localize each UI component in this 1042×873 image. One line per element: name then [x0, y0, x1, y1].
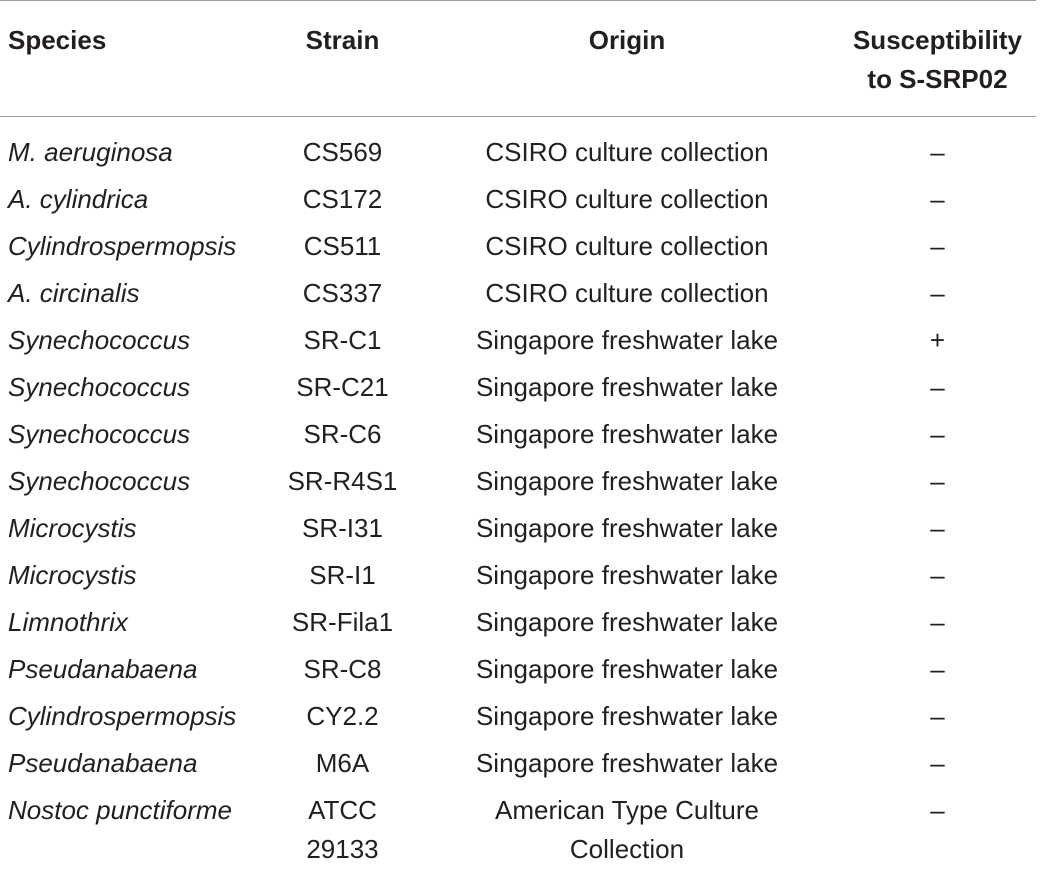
strain-cell: SR-C8: [270, 646, 415, 693]
origin-cell: CSIRO culture collection: [415, 176, 839, 223]
susceptibility-cell: –: [839, 411, 1036, 458]
species-cell: Synechococcus: [0, 364, 270, 411]
table-row: [0, 740, 1036, 787]
table-row: [0, 270, 1036, 317]
strain-cell: CY2.2: [270, 693, 415, 740]
strain-cell: CS172: [270, 176, 415, 223]
table-row: [0, 117, 1036, 177]
origin-cell: Singapore freshwater lake: [415, 458, 839, 505]
susceptibility-cell: –: [839, 740, 1036, 787]
origin-cell: CSIRO culture collection: [415, 117, 839, 177]
susceptibility-cell: –: [839, 552, 1036, 599]
table-row: [0, 787, 1036, 873]
strain-cell: SR-I31: [270, 505, 415, 552]
origin-cell: Singapore freshwater lake: [415, 411, 839, 458]
species-cell: M. aeruginosa: [0, 117, 270, 177]
species-cell: Limnothrix: [0, 599, 270, 646]
header-species: Species: [0, 1, 270, 117]
header-origin: Origin: [415, 1, 839, 117]
origin-cell: Singapore freshwater lake: [415, 599, 839, 646]
susceptibility-cell: –: [839, 787, 1036, 873]
table-row: [0, 411, 1036, 458]
header-susceptibility: Susceptibility to S-SRP02: [839, 1, 1036, 117]
table-header: [0, 1, 1036, 117]
origin-cell: Singapore freshwater lake: [415, 646, 839, 693]
table-row: [0, 599, 1036, 646]
strain-cell: SR-I1: [270, 552, 415, 599]
strain-cell: SR-Fila1: [270, 599, 415, 646]
species-cell: Nostoc punctiforme: [0, 787, 270, 873]
table-body: [0, 117, 1036, 873]
table-row: [0, 317, 1036, 364]
susceptibility-cell: –: [839, 505, 1036, 552]
species-cell: Pseudanabaena: [0, 646, 270, 693]
strain-cell: M6A: [270, 740, 415, 787]
origin-cell: American Type Culture Collection: [415, 787, 839, 873]
strain-cell: SR-C6: [270, 411, 415, 458]
origin-cell: Singapore freshwater lake: [415, 317, 839, 364]
species-cell: A. cylindrica: [0, 176, 270, 223]
origin-cell: CSIRO culture collection: [415, 270, 839, 317]
susceptibility-cell: –: [839, 364, 1036, 411]
strain-cell: CS337: [270, 270, 415, 317]
species-cell: Cylindrospermopsis: [0, 693, 270, 740]
table-row: [0, 646, 1036, 693]
table-row: [0, 176, 1036, 223]
species-cell: Microcystis: [0, 552, 270, 599]
origin-cell: Singapore freshwater lake: [415, 693, 839, 740]
origin-cell: Singapore freshwater lake: [415, 552, 839, 599]
species-cell: Synechococcus: [0, 411, 270, 458]
species-cell: Cylindrospermopsis: [0, 223, 270, 270]
susceptibility-cell: –: [839, 458, 1036, 505]
susceptibility-cell: +: [839, 317, 1036, 364]
species-cell: A. circinalis: [0, 270, 270, 317]
table-row: [0, 505, 1036, 552]
table-row: [0, 458, 1036, 505]
header-strain: Strain: [270, 1, 415, 117]
origin-cell: Singapore freshwater lake: [415, 364, 839, 411]
susceptibility-cell: –: [839, 223, 1036, 270]
strain-cell: SR-C21: [270, 364, 415, 411]
susceptibility-cell: –: [839, 646, 1036, 693]
origin-cell: CSIRO culture collection: [415, 223, 839, 270]
table-row: [0, 552, 1036, 599]
susceptibility-cell: –: [839, 117, 1036, 177]
species-cell: Pseudanabaena: [0, 740, 270, 787]
origin-cell: Singapore freshwater lake: [415, 740, 839, 787]
strain-cell: SR-R4S1: [270, 458, 415, 505]
origin-cell: Singapore freshwater lake: [415, 505, 839, 552]
strain-cell: CS511: [270, 223, 415, 270]
strain-cell: SR-C1: [270, 317, 415, 364]
strain-cell: CS569: [270, 117, 415, 177]
susceptibility-cell: –: [839, 693, 1036, 740]
table-row: [0, 364, 1036, 411]
table-row: [0, 223, 1036, 270]
species-cell: Synechococcus: [0, 458, 270, 505]
species-cell: Synechococcus: [0, 317, 270, 364]
susceptibility-cell: –: [839, 270, 1036, 317]
strain-cell: ATCC 29133: [270, 787, 415, 873]
susceptibility-cell: –: [839, 176, 1036, 223]
species-cell: Microcystis: [0, 505, 270, 552]
header-row: [0, 1, 1036, 117]
susceptibility-cell: –: [839, 599, 1036, 646]
table-row: [0, 693, 1036, 740]
